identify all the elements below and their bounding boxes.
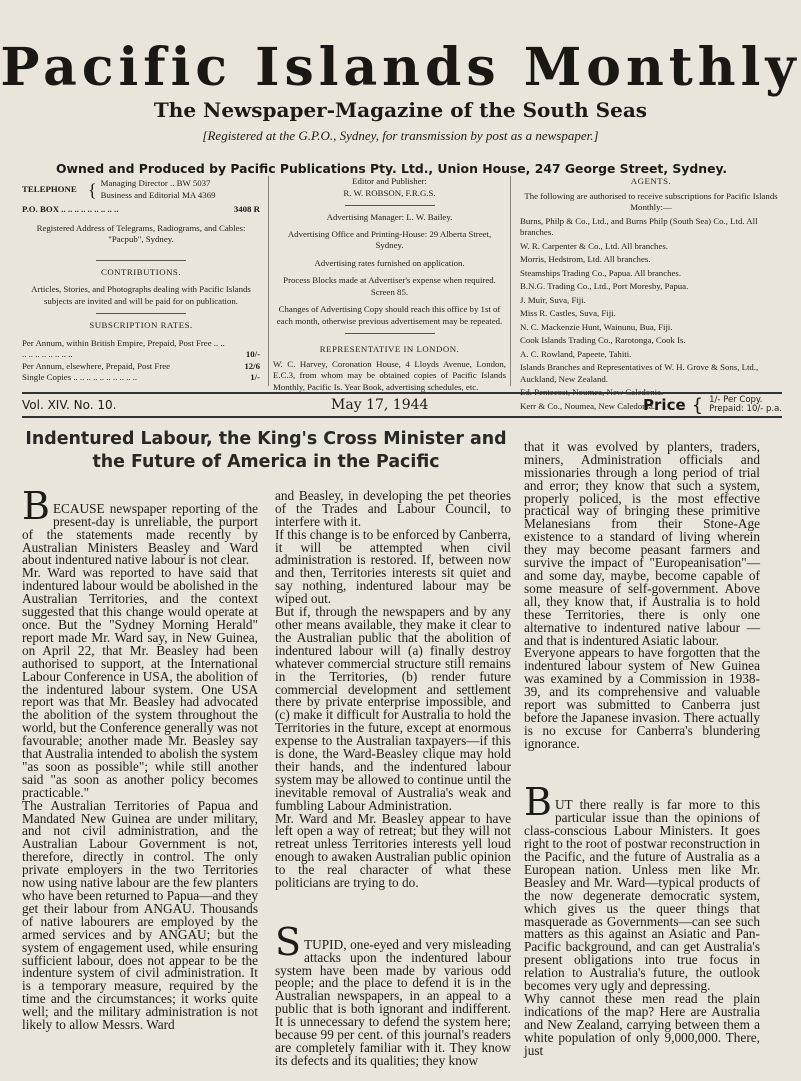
volume-number: Vol. XIV. No. 10.: [22, 398, 117, 412]
divider: [96, 313, 186, 314]
brace-glyph: {: [691, 394, 704, 416]
brace-glyph: {: [88, 179, 97, 200]
agents-list: [520, 216, 782, 413]
rate-value: 10/-: [245, 349, 260, 359]
agent-entry: Miss R. Castles, Suva, Fiji.: [520, 308, 616, 318]
editor-name: R. W. ROBSON, F.R.G.S.: [343, 187, 436, 198]
publication-subtitle: The Newspaper-Magazine of the South Seas: [153, 98, 648, 122]
divider: [96, 260, 186, 261]
contributions-text: Articles, Stories, and Photographs dealing with Pacific Islands subjects are invited and will be paid for on publication.: [31, 284, 251, 306]
agent-entry: W. R. Carpenter & Co., Ltd. All branches.: [520, 240, 668, 251]
po-box-row: [22, 204, 260, 216]
agent-entry: Islands Branches and Representatives of W. H. Grove & Sons, Ltd., Auckland, New Zealand.: [520, 362, 759, 384]
agent-entry: A. C. Rowland, Papeete, Tahiti.: [520, 348, 632, 359]
agent-entry: Morris, Hedstrom, Ltd. All branches.: [520, 254, 651, 264]
article-text: UT there really is far more to this particular issue than the opinions of class-conscious Labour Ministers. It goes right to the root of postwar reconstruction in the Pacific, and the future of Australia as a European nation. Unless men like Mr. Beasley and Mr. Ward—typical products of the now degenerate democratic system, which gives us the queer things that masquerade as Governments—can see such matters as this against an Asiatic and Pan-Pacific background, and can get Australia's present obligations into true focus in relation to Australia's future, the outlook becomes very ugly and depressing. Why cannot these men read the plain indications of the map? Here are Australia and New Zealand, carrying between them a white population of only 9,000,000. There, just: [524, 797, 760, 1058]
phone-line: Managing Director .. BW 5037: [100, 178, 211, 188]
london-heading: REPRESENTATIVE IN LONDON.: [319, 344, 460, 354]
rate-label: Per Annum, within British Empire, Prepaid, Post Free .. .. .. .. .. .. .. .. .. ..: [22, 337, 225, 359]
contact-column: [22, 176, 260, 386]
article-text: TUPID, one-eyed and very misleading attacks upon the indentured labour system have been made by various odd people; and the place to defend it is in the Australian newspapers, in an appeal to a public that is both ignorant and indifferent. It is unnecessary to defend the system here; because 99 per cent. of this journal's readers are completely familiar with it. They know its defects and its qualities; they know: [275, 936, 511, 1068]
masthead: [0, 37, 801, 144]
price-line: Prepaid: 10/- p.a.: [709, 404, 782, 414]
issue-date: May 17, 1944: [331, 397, 429, 413]
ad-manager: Advertising Manager: L. W. Bailey.: [326, 212, 453, 222]
article-text: and Beasley, in developing the pet theories of the Trades and Labour Council, to interfere with it. If this change is to be enforced by Canberra, it will be attempted when civil administration is restored. If, between now and then, Territories interests sit quiet and say nothing, indentured labour may be wiped out. But if, through the newspapers and by any other means available, they make it clear to the Australian public that the abolition of indentured labour will (a) finally destroy whatever commercial structure still remains in the Territories, (b) render future commercial development and settlement there by private enterprise impossible, and (c) make it difficult for Australia to hold the Territories in the future, except at enormous expense to the Australian taxpayers—if this is done, the Ward-Beasley clique may hold their hands, and the indentured labour system may be allowed to continue until the inevitable removal of Australia's weak and fumbling Labour Administration. Mr. Ward and Mr. Beasley appear to have left open a way of retreat; but they will not retreat unless Territories interests yell loud enough to awaken Australian public opinion to the real character of what these politicians are trying to do.: [275, 487, 511, 891]
agent-entry: B.N.G. Trading Co., Ltd., Port Moresby, Papua.: [520, 281, 689, 291]
po-box-label: P.O. BOX .. .. .. .. .. .. .. .. ..: [22, 204, 119, 214]
rate-label: Single Copies .. .. .. .. .. .. .. .. .. ..: [22, 372, 138, 382]
drop-cap: B: [22, 483, 50, 528]
copy-changes: Changes of Advertising Copy should reach this office by 1st of each month, otherwise previous advertisement may be repeated.: [276, 304, 503, 326]
process-blocks: Process Blocks made at Advertiser's expense when required. Screen 85.: [283, 275, 496, 297]
article-column-3: [524, 428, 760, 1070]
ad-rates: Advertising rates furnished on application.: [314, 257, 465, 268]
issue-bar: [22, 392, 782, 418]
subscription-rate-row: [22, 338, 260, 361]
divider: [345, 205, 435, 206]
agents-heading: AGENTS.: [630, 176, 672, 186]
rate-value: 1/-: [250, 372, 260, 382]
price-block: [643, 395, 782, 416]
divider: [345, 333, 435, 334]
rate-label: Per Annum, elsewhere, Prepaid, Post Free: [22, 360, 171, 371]
price-line: 1/- Per Copy.: [709, 395, 763, 405]
phone-lines: [101, 178, 216, 201]
article-section: [275, 913, 511, 1068]
phone-line: Business and Editorial MA 4369: [100, 189, 216, 200]
london-text: W. C. Harvey, Coronation House, 4 Lloyds Avenue, London, E.C.3, from whom may be obtained copies of Pacific Islands Monthly, Pacific Is. Year Book, advertising schedules, etc.: [273, 358, 506, 392]
agent-entry: Burns, Philp & Co., Ltd., and Burns Philp (South Sea) Co., Ltd. All branches.: [520, 215, 758, 237]
agent-entry: J. Muir, Suva, Fiji.: [520, 294, 586, 305]
agent-entry: N. C. Mackenzie Hunt, Wainunu, Bua, Fiji.: [520, 321, 673, 332]
subscription-rate-row: [22, 372, 260, 384]
subscription-rate-row: [22, 361, 260, 373]
publication-title: Pacific Islands Monthly: [0, 37, 801, 98]
agents-intro: The following are authorised to receive subscriptions for Pacific Islands Monthly:—: [524, 190, 778, 212]
agent-entry: Steamships Trading Co., Papua. All branches.: [520, 267, 682, 278]
price-label: Price: [643, 396, 686, 414]
ad-office: Advertising Office and Printing-House: 29 Alberta Street, Sydney.: [287, 228, 492, 250]
drop-cap: S: [275, 919, 302, 964]
subscription-heading: SUBSCRIPTION RATES.: [89, 320, 193, 330]
rate-value: 12/6: [244, 360, 260, 371]
editor-heading: Editor and Publisher:: [352, 176, 427, 186]
telephone-block: [22, 178, 260, 201]
article-column-1: [22, 477, 258, 1032]
price-lines: [709, 396, 782, 414]
drop-cap: B: [524, 780, 552, 825]
article-column-2: [275, 477, 511, 1081]
po-box-number: 3408 R: [233, 204, 260, 214]
publisher-line: Owned and Produced by Pacific Publications Pty. Ltd., Union House, 247 George Street, Sydney.: [56, 161, 728, 176]
article-text: ECAUSE newspaper reporting of the present-day is unreliable, the purport of the statements made recently by Australian Ministers Beasley and Ward about indentured native labour is not clear. Mr. Ward was reported to have said that indentured labour would be abolished in the Australian Territories, and the context suggested that this change would operate at once. But the "Sydney Morning Herald" report made Mr. Ward say, in New Guinea, on April 22, that Mr. Beasley had been authorised to support, at the International Labour Conference in USA, the abolition of the indentured labour system. One USA report was that Mr. Beasley had advocated the abolition of the system throughout the world, but the Conference generally was not favourable; another made Mr. Beasley say that Australia intended to abolish the system "as soon as possible"; while still another said "as soon as another policy becomes practicable." The Australian Territories of Papua and Mandated New Guinea are under military, and not civil administration, and the Australian Labour Government is not, therefore, directly in control. The only private employers in the two Territories now using native labour are the few planters who have been returned to Papua—and they get their labour from ANGAU. Thousands of native labourers are employed by the armed services and by ANGAU; but the system of engagement used, while ensuring sufficient labour, does not appear to be the indenture system of civil administration. It is a temporary measure, required by the time and the circumstances; it works quite well; and the military administration is not likely to allow Messrs. Ward: [22, 500, 258, 1033]
article-section: [524, 774, 760, 1058]
editorial-column: [268, 176, 511, 392]
article-headline: Indentured Labour, the King's Cross Minister and the Future of America in the Pacific: [25, 429, 507, 472]
article-text: that it was evolved by planters, traders, miners, Administration officials and missionaries through a long period of trial and error; they know that such a system, properly policed, is the most effective practical way of bringing these primitive Melanesians from their Stone-Age existence to a standard of living wherein they may become peasant farmers and survive the impact of "Europeanisation"— and some day, maybe, become capable of some measure of self-government. Above all, they know that, if Australia is to hold these Territories, there is only one alternative to indentured native labour — and that is indentured Asiatic labour. Everyone appears to have forgotten that the indentured labour system of New Guinea was examined by a Commission in 1938-39, and its comprehensive and valuable report was submitted to Canberra just before the Japanese invasion. There actually is no excuse for Canberra's blundering ignorance.: [524, 438, 760, 751]
agent-entry: Ed. Pentecost, Noumea, New Caledonia.: [520, 387, 664, 397]
registration-notice: [Registered at the G.P.O., Sydney, for transmission by post as a newspaper.]: [202, 128, 599, 143]
agent-entry: Kerr & Co., Noumea, New Caledonia.: [520, 400, 656, 411]
telephone-label: TELEPHONE: [22, 183, 77, 194]
registered-address: Registered Address of Telegrams, Radiograms, and Cables: "Pacpub", Sydney.: [36, 222, 246, 244]
agent-entry: Cook Islands Trading Co., Rarotonga, Cook Is.: [520, 335, 686, 345]
contributions-heading: CONTRIBUTIONS.: [100, 266, 182, 277]
